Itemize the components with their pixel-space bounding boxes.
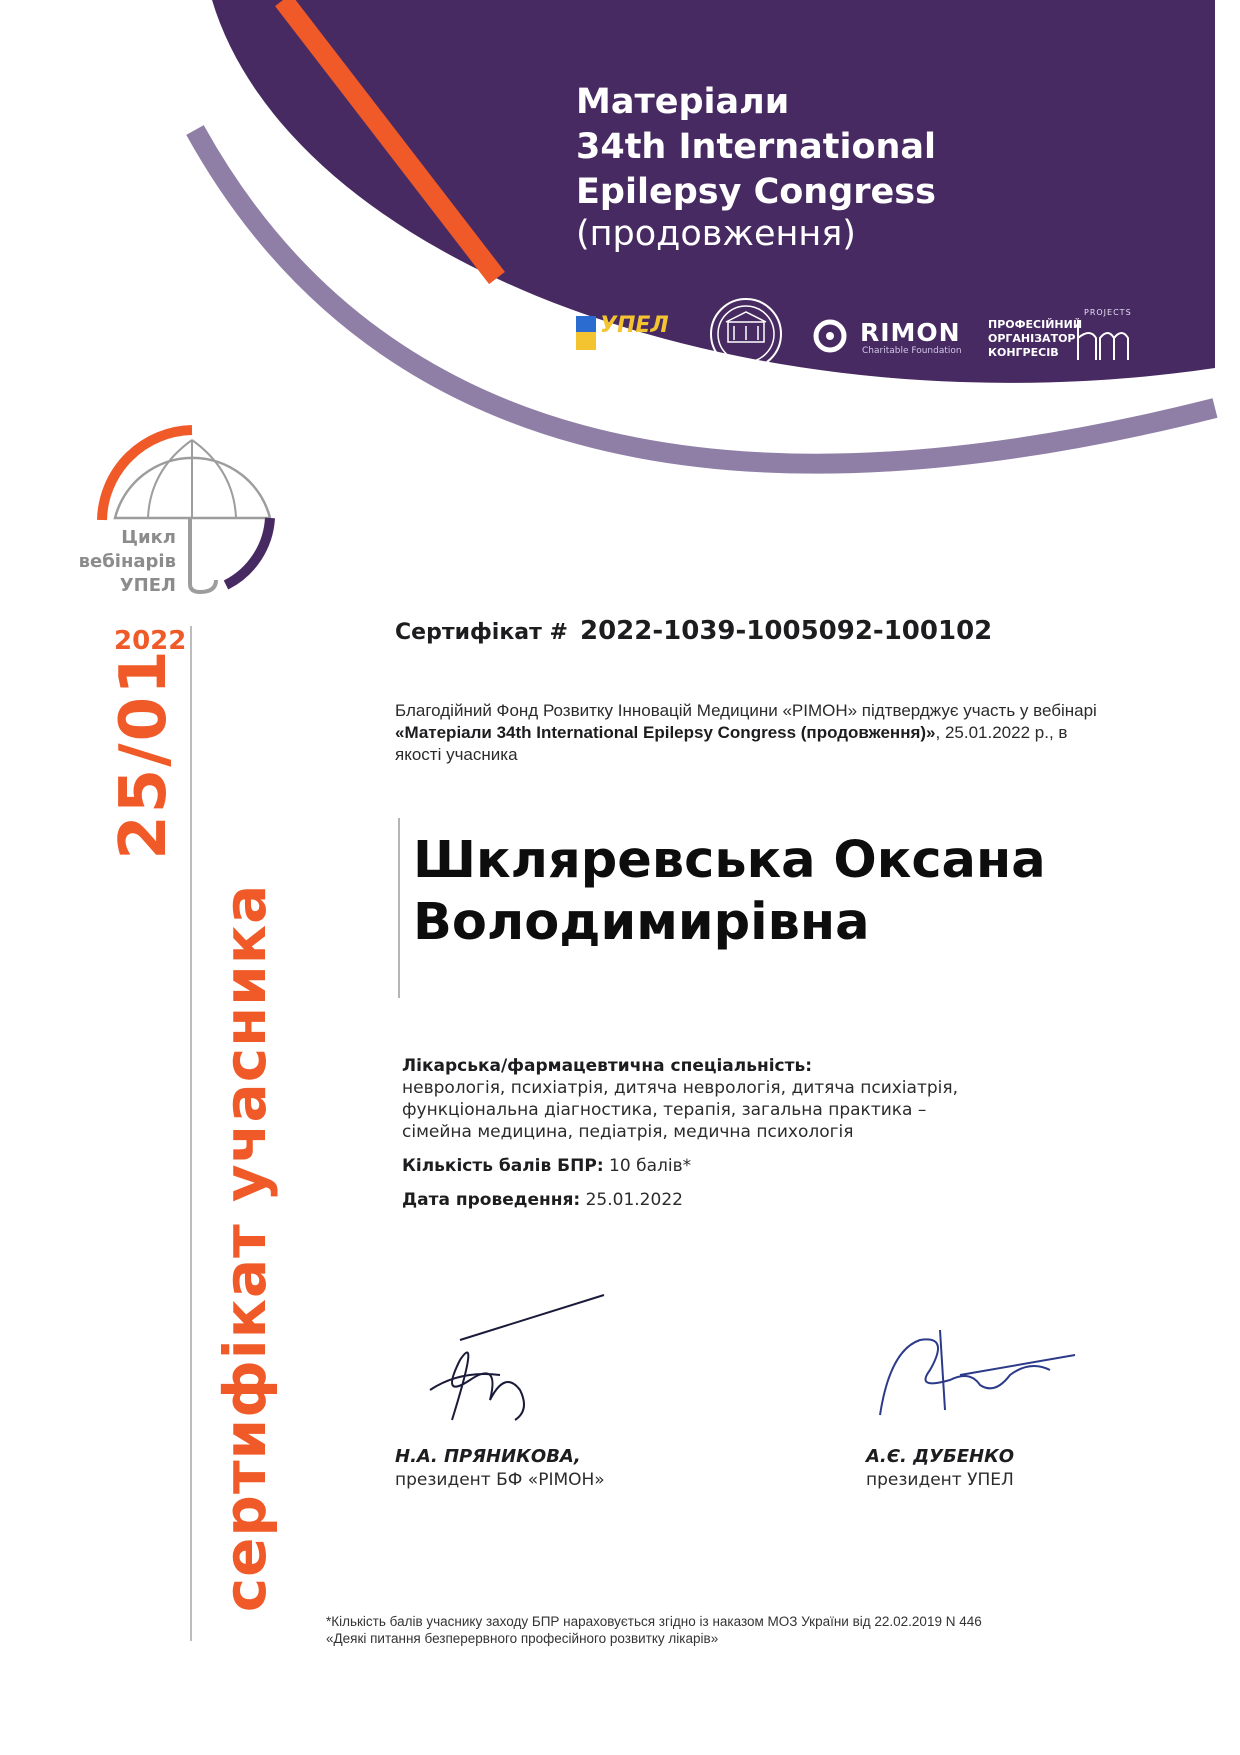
participant-name: Шклярeвська Оксана Володимирівна	[413, 831, 1046, 952]
upel-logo	[576, 316, 596, 350]
webinar-title: Матеріали 34th International Epilepsy Congress	[576, 82, 937, 212]
signatory-2	[866, 1446, 1014, 1490]
projects-logo-label: PROJECTS	[1084, 308, 1132, 317]
signature-pryanikova	[430, 1295, 604, 1420]
rimon-logo-subtext: Charitable Foundation	[862, 346, 962, 356]
rimon-logo-text: RIMON	[860, 318, 961, 347]
pco-logo-text: ПРОФЕСІЙНИЙ ОРГАНІЗАТОР КОНГРЕСІВ	[988, 318, 1083, 359]
certificate-label: Сертифікат #	[395, 620, 568, 645]
date-row	[402, 1189, 1122, 1211]
points-value: 10 балів*	[609, 1156, 692, 1176]
points-label: Кількість балів БПР:	[402, 1156, 604, 1176]
footnote: *Кількість балів учаснику заходу БПР нараховується згідно із наказом МОЗ України від 22.02.2019 N 446 «Деякі питання безперервного професійного розвитку лікарів»	[326, 1614, 982, 1646]
upel-logo-text: УПЕЛ	[600, 313, 669, 338]
signatory-role: президент БФ «РІМОН»	[395, 1470, 605, 1490]
sidebar-divider	[190, 626, 192, 1641]
name-accent-bar	[398, 818, 400, 998]
specialty-label: Лікарська/фармацевтична спеціальність:	[402, 1056, 813, 1076]
signatory-name: А.Є. ДУБЕНКО	[866, 1446, 1015, 1467]
signatory-role: президент УПЕЛ	[866, 1470, 1014, 1490]
points-row	[402, 1155, 1122, 1177]
specialty-value: неврологія, психіатрія, дитяча неврологія, дитяча психіатрія, функціональна діагностика, терапія, загальна практика – сімейна медицина, педіатрія, медична психологія	[402, 1078, 958, 1142]
certificate-number-row	[395, 616, 992, 646]
signatory-1	[395, 1446, 605, 1490]
date-label: Дата проведення:	[402, 1190, 581, 1210]
certificate-number: 2022-1039-1005092-100102	[579, 616, 993, 646]
event-year: 2022	[114, 626, 187, 656]
event-name: «Матеріали 34th International Epilepsy Congress (продовження)»	[395, 723, 936, 742]
signatory-name: Н.А. ПРЯНИКОВА,	[395, 1446, 581, 1467]
signature-dubenko	[880, 1330, 1075, 1415]
confirmation-text: Благодійний Фонд Розвитку Інновацій Медицини «РІМОН» підтверджує участь у вебінарі «Матеріали 34th International Epilepsy Congress (продовження)», 25.01.2022 р., в якості учасника	[395, 701, 1097, 764]
date-value: 25.01.2022	[585, 1190, 683, 1210]
webinar-subtitle: (продовження)	[576, 214, 856, 254]
certificate-details	[402, 1055, 1122, 1211]
webinar-cycle-label: Цикл вебінарів УПЕЛ	[78, 527, 176, 596]
